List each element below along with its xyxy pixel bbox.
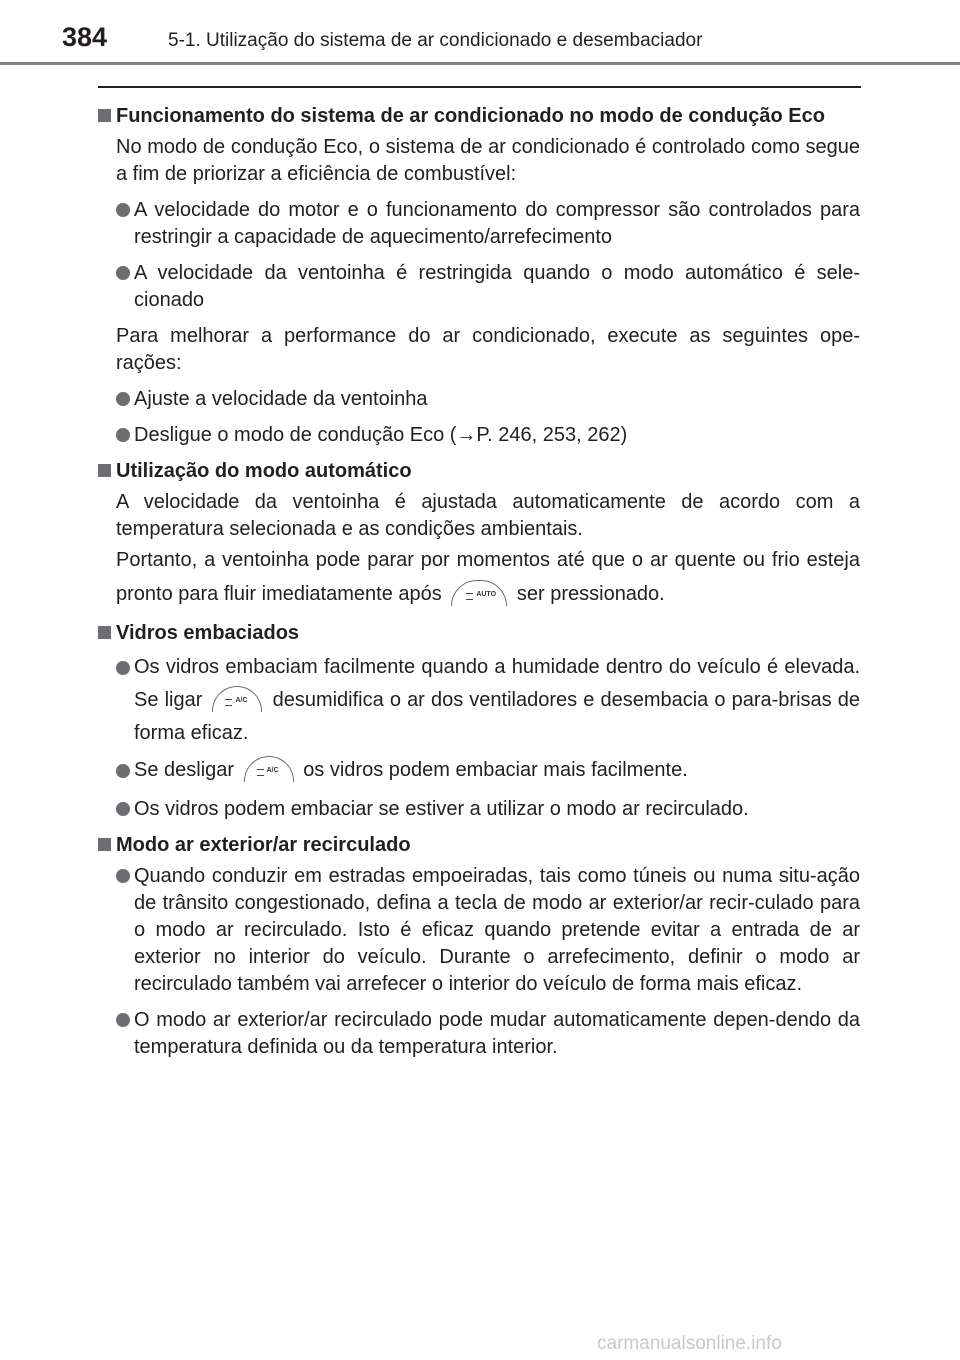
round-bullet-icon: [116, 661, 130, 675]
paragraph-auto-1: A velocidade da ventoinha é ajustada automaticamente de acordo com a temperatura selecionada e as condições ambientais.: [116, 491, 860, 540]
paragraph-eco-performance: Para melhorar a performance do ar condicionado, execute as seguintes ope-rações:: [116, 325, 860, 374]
round-bullet-icon: [116, 266, 130, 280]
round-bullet-icon: [116, 392, 130, 406]
square-bullet-icon: [98, 626, 111, 639]
round-bullet-icon: [116, 764, 130, 778]
chapter-title: 5-1. Utilização do sistema de ar condicionado e desembaciador: [168, 30, 703, 51]
section-title-eco: Funcionamento do sistema de ar condicionado no modo de condução Eco: [98, 103, 860, 130]
page-content: [98, 98, 860, 1061]
ac-button-icon: A/C: [244, 756, 294, 782]
list-item: A velocidade do motor e o funcionamento do compressor são controlados para restringir a capacidade de aquecimento/arrefecimento: [98, 197, 860, 251]
section-title-auto: Utilização do modo automático: [98, 458, 860, 485]
list-item: A velocidade da ventoinha é restringida quando o modo automático é sele-cionado: [98, 260, 860, 314]
ac-button-icon: A/C: [212, 686, 262, 712]
square-bullet-icon: [98, 464, 111, 477]
watermark-text: carmanualsonline.info: [597, 1333, 782, 1354]
list-item: Os vidros podem embaciar se estiver a utilizar o modo ar recirculado.: [98, 796, 860, 823]
list-item: Os vidros embaciam facilmente quando a humidade dentro do veículo é elevada. Se ligar A/C desumidifica o ar dos ventiladores e desembacia o para-brisas de forma eficaz.: [98, 651, 860, 750]
page-header: [0, 0, 960, 70]
header-divider: [0, 62, 960, 65]
section-rule: [98, 86, 861, 88]
square-bullet-icon: [98, 109, 111, 122]
list-item: O modo ar exterior/ar recirculado pode mudar automaticamente depen-dendo da temperatura definida ou da temperatura interior.: [98, 1007, 860, 1061]
paragraph-eco-intro: No modo de condução Eco, o sistema de ar condicionado é controlado como segue a fim de priorizar a eficiência de combustível:: [116, 136, 860, 185]
round-bullet-icon: [116, 802, 130, 816]
paragraph-auto-2: Portanto, a ventoinha pode parar por momentos até que o ar quente ou frio esteja pronto para fluir imediatamente após AUTO ser pressionado.: [116, 549, 860, 605]
round-bullet-icon: [116, 203, 130, 217]
list-item: Quando conduzir em estradas empoeiradas, tais como túneis ou numa situ-ação de trânsito congestionado, defina a tecla de modo ar exterior/ar recir-culado para o modo ar recirculado. Isto é eficaz quando pretende evitar a entrada de ar exterior no interior do veículo. Durante o arrefecimento, definir o modo ar recirculado também vai arrefecer o interior do veículo de forma mais eficaz.: [98, 863, 860, 998]
round-bullet-icon: [116, 1013, 130, 1027]
round-bullet-icon: [116, 869, 130, 883]
list-item: Se desligar A/C os vidros podem embaciar mais facilmente.: [98, 754, 860, 787]
section-title-recirc: Modo ar exterior/ar recirculado: [98, 832, 860, 859]
page-number: 384: [62, 22, 108, 52]
square-bullet-icon: [98, 838, 111, 851]
list-item: Desligue o modo de condução Eco (→P. 246, 253, 262): [98, 422, 860, 449]
auto-button-icon: AUTO: [451, 580, 507, 606]
section-title-fog: Vidros embaciados: [98, 620, 860, 647]
list-item: Ajuste a velocidade da ventoinha: [98, 386, 860, 413]
round-bullet-icon: [116, 428, 130, 442]
